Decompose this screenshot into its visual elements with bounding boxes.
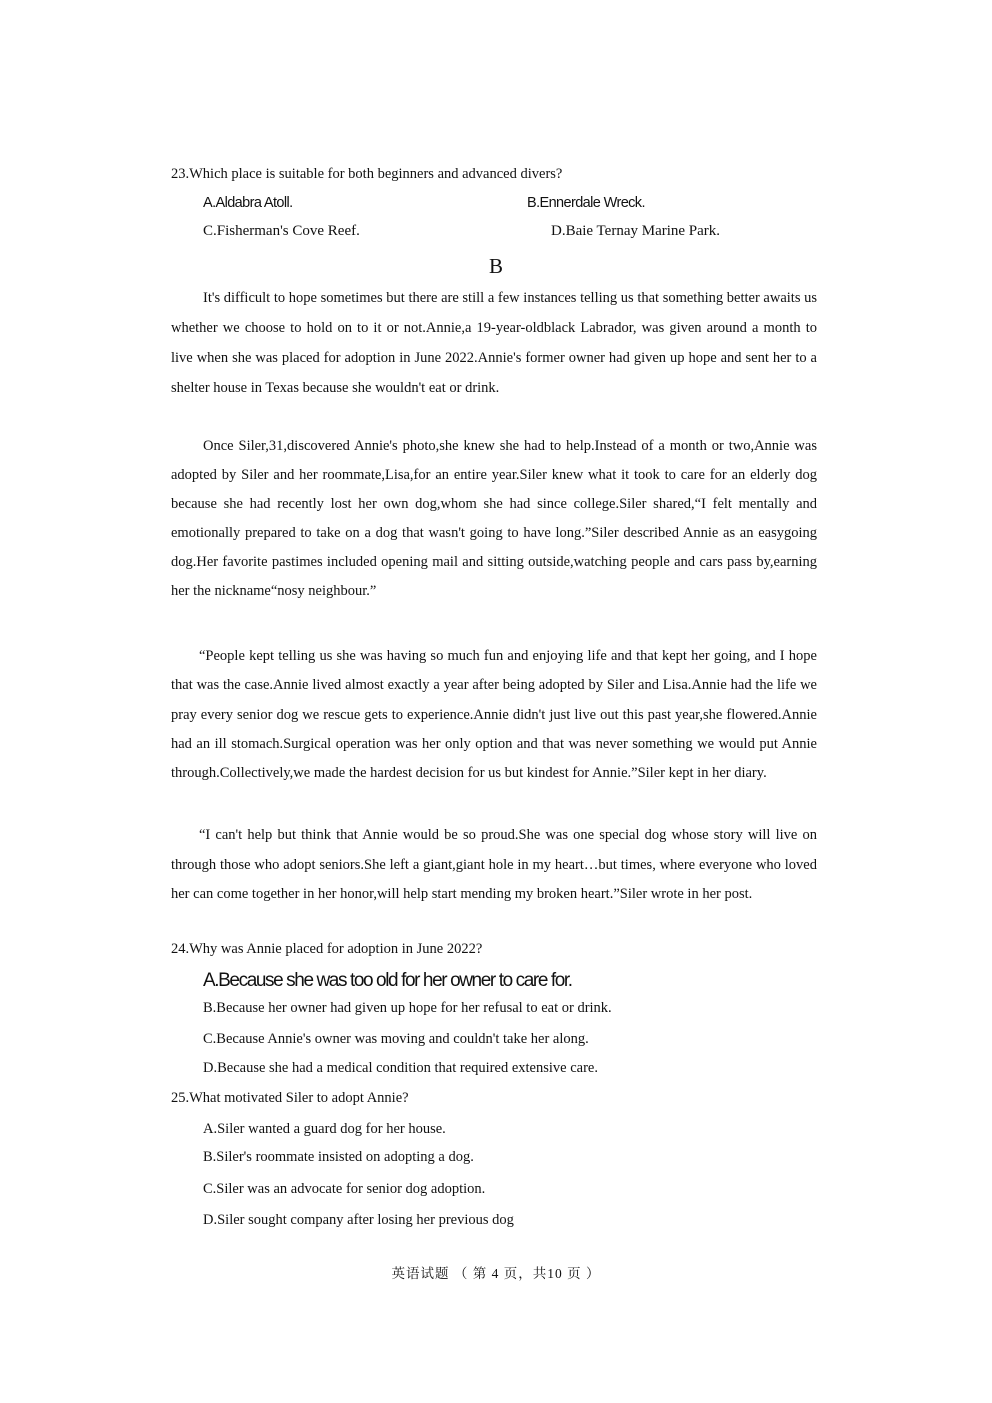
question-25-stem: 25.What motivated Siler to adopt Annie? — [171, 1090, 409, 1106]
question-23-option-b: B.Ennerdale Wreck. — [527, 195, 645, 211]
question-24-stem: 24.Why was Annie placed for adoption in June 2022? — [171, 941, 483, 957]
question-24-option-b: B.Because her owner had given up hope for her refusal to eat or drink. — [203, 1000, 612, 1016]
passage-paragraph-3 — [171, 642, 817, 788]
page-footer: 英语试题 （ 第 4 页，共10 页 ） — [391, 1266, 601, 1281]
question-24-option-a: A.Because she was too old for her owner to care for. — [203, 970, 572, 991]
passage-paragraph-3-text: “People kept telling us she was having so much fun and enjoying life and that kept her going, and I hope that was the case.Annie lived almost exactly a year after being adopted by Siler and Lisa.Annie had the life we pray every senior dog we rescue gets to experience.Annie didn't just live out this past year,she flowered.Annie had an ill stomach.Surgical operation was her only option and that was never something we would put Annie through.Collectively,we made the hardest decision for us but kindest for Annie.”Siler kept in her diary. — [171, 648, 817, 782]
passage-paragraph-1 — [171, 283, 817, 403]
question-25-option-b: B.Siler's roommate insisted on adopting a dog. — [203, 1149, 474, 1165]
question-24-option-d: D.Because she had a medical condition that required extensive care. — [203, 1060, 598, 1076]
question-23-option-d: D.Baie Ternay Marine Park. — [551, 223, 721, 239]
question-24-option-c: C.Because Annie's owner was moving and couldn't take her along. — [203, 1031, 589, 1047]
passage-paragraph-2 — [171, 432, 817, 606]
question-25-option-d: D.Siler sought company after losing her previous dog — [203, 1212, 514, 1228]
section-heading: B — [488, 254, 503, 278]
question-23-option-a: A.Aldabra Atoll. — [203, 195, 293, 211]
passage-paragraph-4 — [171, 821, 817, 910]
passage-paragraph-4-text: “I can't help but think that Annie would be so proud.She was one special dog whose story will live on through those who adopt seniors.She left a giant,giant hole in my heart…but times, where everyone who loved her can come together in her honor,will help start mending my broken heart.”Siler wrote in her post. — [171, 827, 817, 902]
passage-paragraph-2-text: Once Siler,31,discovered Annie's photo,she knew she had to help.Instead of a month or two,Annie was adopted by Siler and her roommate,Lisa,for an entire year.Siler knew what it took to care for an elderly dog because she had recently lost her own dog,whom she had since college.Siler shared,“I felt mentally and emotionally prepared to take on a dog that wasn't going to have long.”Siler described Annie as an easygoing dog.Her favorite pastimes included opening mail and sitting outside,watching people and cars pass by,earning her the nickname“nosy neighbour.” — [171, 438, 817, 599]
question-25-option-a: A.Siler wanted a guard dog for her house. — [203, 1121, 446, 1137]
passage-paragraph-1-text: It's difficult to hope sometimes but there are still a few instances telling us that something better awaits us whether we choose to hold on to it or not.Annie,a 19-year-oldblack Labrador, was given around a month to live when she was placed for adoption in June 2022.Annie's former owner had given up hope and sent her to a shelter house in Texas because she wouldn't eat or drink. — [171, 290, 817, 396]
question-23-option-c: C.Fisherman's Cove Reef. — [203, 223, 360, 239]
question-25-option-c: C.Siler was an advocate for senior dog adoption. — [203, 1181, 486, 1197]
question-23-stem: 23.Which place is suitable for both beginners and advanced divers? — [171, 166, 563, 182]
